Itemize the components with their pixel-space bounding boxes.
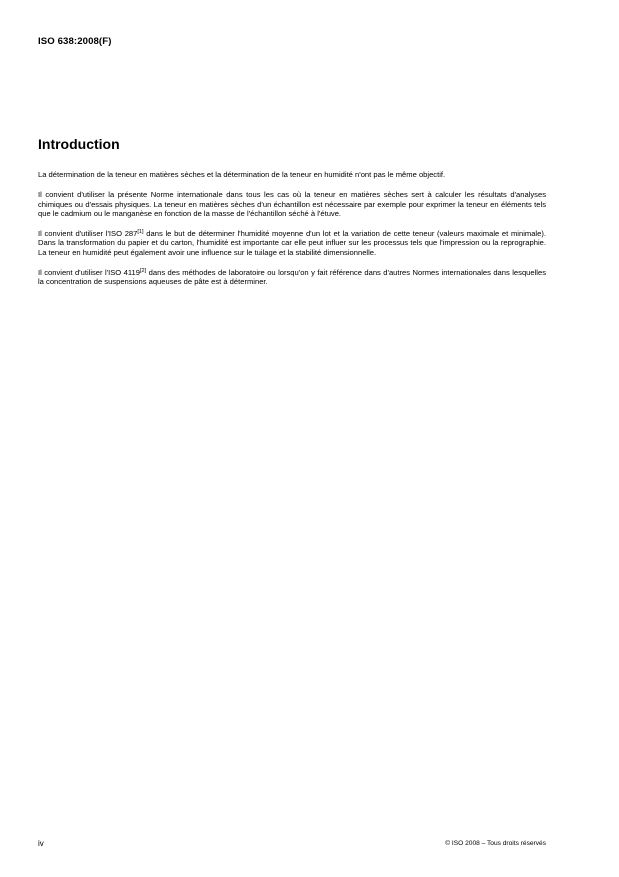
section-title: Introduction: [38, 136, 120, 152]
paragraph-2: Il convient d'utiliser la présente Norme internationale dans tous les cas où la teneur en matières sèches sert à calculer les résultats d'analyses chimiques ou d'essais physiques. La teneur en matières sèches d'un échantillon est nécessaire par exemple pour exprimer la teneur en éléments tels que le cadmium ou le manganèse en fonction de la masse de l'échantillon séché à l'étuve.: [38, 190, 546, 218]
page-number: iv: [38, 839, 44, 848]
introduction-body: [38, 170, 546, 298]
reference-1-marker: [1]: [137, 229, 144, 236]
paragraph-4: [38, 268, 546, 287]
paragraph-3-text-start: Il convient d'utiliser l'ISO 287: [38, 229, 138, 239]
copyright-notice: © ISO 2008 – Tous droits réservés: [445, 840, 546, 847]
reference-2-marker: [2]: [139, 268, 147, 275]
paragraph-4-text-end: dans des méthodes de laboratoire ou lorsqu'on y fait référence dans d'autres Normes internationales dans lesquelles la concentration de suspensions aqueuses de pâte est à déterminer.: [38, 268, 547, 287]
paragraph-4-text-start: Il convient d'utiliser l'ISO 4119: [38, 268, 140, 278]
paragraph-3-text-end: dans le but de déterminer l'humidité moyenne d'un lot et la variation de cette teneur (valeurs maximale et minimale). Dans la transformation du papier et du carton, l'humidité est importante car elle peut influer sur les processus tels que l'impression ou la reprographie. La teneur en humidité peut également avoir une influence sur le tuilage et la stabilité dimensionnelle.: [38, 229, 546, 257]
document-id-header: ISO 638:2008(F): [38, 36, 112, 47]
paragraph-3: [38, 229, 546, 257]
paragraph-1: La détermination de la teneur en matières sèches et la détermination de la teneur en humidité n'ont pas le même objectif.: [38, 170, 446, 179]
